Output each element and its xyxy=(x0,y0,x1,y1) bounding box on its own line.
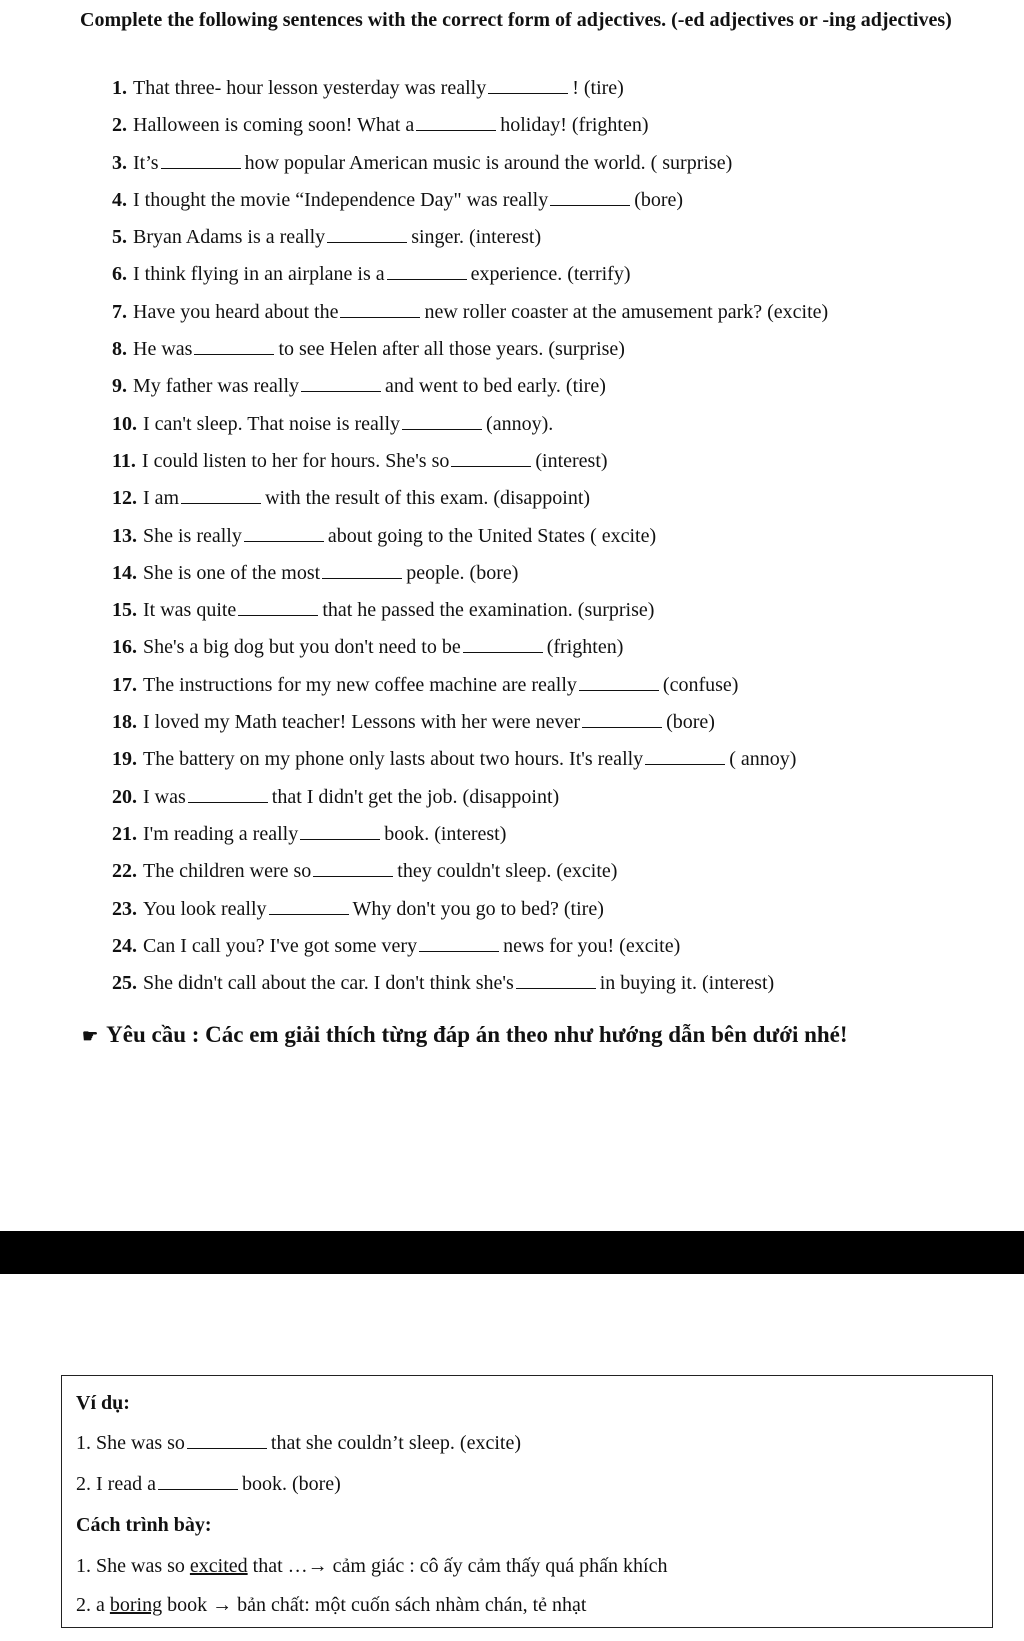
item-text-after: (confuse) xyxy=(662,673,739,696)
exercise-item xyxy=(112,969,992,1006)
item-text-before: The instructions for my new coffee machine are really xyxy=(143,673,577,696)
item-number: 7. xyxy=(112,300,127,323)
item-text-before: My father was really xyxy=(133,375,300,398)
example-heading: Ví dụ: xyxy=(76,1392,130,1414)
item-text-before: She is one of the most xyxy=(143,561,321,584)
item-text-after: (bore) xyxy=(634,188,684,211)
answer-blank xyxy=(550,187,630,206)
answer-blank xyxy=(313,858,393,877)
item-text-after: that I didn't get the job. (disappoint) xyxy=(271,785,560,808)
answer-blank xyxy=(579,672,659,691)
example-sentence-2: 2. I read a book. (bore) xyxy=(76,1473,341,1495)
exercise-item xyxy=(112,559,992,596)
item-text-before: I'm reading a really xyxy=(143,822,299,845)
format-answer-2: 2. a boring book → bản chất: một cuốn sách nhàm chán, tẻ nhạt xyxy=(76,1594,587,1616)
exercise-item xyxy=(112,745,992,782)
exercise-item xyxy=(112,74,992,111)
exercise-item xyxy=(112,111,992,148)
item-number: 15. xyxy=(112,599,137,622)
item-number: 5. xyxy=(112,226,127,249)
item-text-after: (interest) xyxy=(535,449,608,472)
redaction-bar xyxy=(0,1231,1024,1274)
answer-blank xyxy=(181,485,261,504)
item-text-before: Halloween is coming soon! What a xyxy=(133,114,415,137)
answer-blank xyxy=(300,821,380,840)
item-number: 13. xyxy=(112,524,137,547)
item-number: 4. xyxy=(112,188,127,211)
answer-blank xyxy=(327,224,407,243)
item-text-before: I think flying in an airplane is a xyxy=(133,263,385,286)
item-text-after: people. (bore) xyxy=(406,561,519,584)
answer-blank xyxy=(419,933,499,952)
answer-blank xyxy=(451,448,531,467)
item-number: 10. xyxy=(112,412,137,435)
item-text-after: ( annoy) xyxy=(729,748,797,771)
item-text-after: news for you! (excite) xyxy=(503,934,681,957)
item-text-before: She didn't call about the car. I don't think she's xyxy=(143,972,514,995)
item-text-before: Bryan Adams is a really xyxy=(133,226,326,249)
exercise-item xyxy=(112,522,992,559)
item-text-after: and went to bed early. (tire) xyxy=(385,375,606,398)
exercise-item xyxy=(112,372,992,409)
item-number: 23. xyxy=(112,897,137,920)
exercise-item xyxy=(112,447,992,484)
item-text-before: That three- hour lesson yesterday was really xyxy=(133,77,487,99)
answer-blank xyxy=(416,112,496,131)
exercise-item xyxy=(112,783,992,820)
answer-blank xyxy=(402,411,482,430)
answer-blank xyxy=(340,299,420,318)
answer-blank xyxy=(488,75,568,94)
answer-blank xyxy=(645,746,725,765)
item-number: 6. xyxy=(112,263,127,286)
item-text-after: (bore) xyxy=(666,711,715,734)
item-number: 17. xyxy=(112,673,137,696)
exercise-item xyxy=(112,149,992,186)
item-text-after: ! (tire) xyxy=(572,77,624,99)
item-text-after: they couldn't sleep. (excite) xyxy=(397,860,618,883)
item-text-before: She is really xyxy=(143,524,242,547)
item-text-after: with the result of this exam. (disappoint) xyxy=(265,487,591,510)
answer-blank xyxy=(269,896,349,915)
exercise-title: Complete the following sentences with the correct form of adjectives. (-ed adjectives or -ing adjectives) xyxy=(80,9,952,31)
exercise-item xyxy=(112,335,992,372)
item-text-after: (frighten) xyxy=(546,636,624,659)
item-text-before: I was xyxy=(143,785,186,808)
exercise-item xyxy=(112,932,992,969)
answer-blank xyxy=(463,634,543,653)
item-text-after: in buying it. (interest) xyxy=(599,972,775,995)
item-text-before: I am xyxy=(143,487,180,510)
item-text-before: She's a big dog but you don't need to be xyxy=(143,636,461,659)
item-text-after: how popular American music is around the world. ( surprise) xyxy=(244,151,733,174)
item-text-after: Why don't you go to bed? (tire) xyxy=(352,897,604,920)
pointing-hand-icon: ☛ xyxy=(82,1026,99,1046)
item-number: 25. xyxy=(112,972,137,995)
item-text-before: I loved my Math teacher! Lessons with her were never xyxy=(143,711,581,734)
item-number: 1. xyxy=(112,77,127,99)
item-text-before: I thought the movie “Independence Day" was really xyxy=(133,188,549,211)
answer-blank xyxy=(516,970,596,989)
item-text-after: book. (interest) xyxy=(384,822,507,845)
item-number: 11. xyxy=(112,449,136,472)
exercise-item xyxy=(112,708,992,745)
exercise-item xyxy=(112,857,992,894)
item-number: 3. xyxy=(112,151,127,174)
answer-blank xyxy=(301,373,381,392)
request-text: Yêu cầu : Các em giải thích từng đáp án theo như hướng dẫn bên dưới nhé! xyxy=(106,1022,848,1047)
example-box xyxy=(61,1375,993,1628)
item-text-before: I can't sleep. That noise is really xyxy=(143,412,401,435)
item-number: 21. xyxy=(112,822,137,845)
item-number: 8. xyxy=(112,338,127,361)
request-line xyxy=(82,1020,982,1051)
exercise-item xyxy=(112,633,992,670)
format-answer-1: 1. She was so excited that …→ cảm giác : cô ấy cảm thấy quá phấn khích xyxy=(76,1555,668,1577)
format-heading: Cách trình bày: xyxy=(76,1514,212,1536)
exercise-item xyxy=(112,298,992,335)
item-text-before: It’s xyxy=(133,151,159,174)
item-text-after: holiday! (frighten) xyxy=(500,114,649,137)
item-text-before: The children were so xyxy=(143,860,312,883)
item-number: 12. xyxy=(112,487,137,510)
item-number: 20. xyxy=(112,785,137,808)
item-number: 24. xyxy=(112,934,137,957)
item-number: 2. xyxy=(112,114,127,137)
item-text-after: (annoy). xyxy=(486,412,554,435)
item-text-after: experience. (terrify) xyxy=(470,263,631,286)
item-text-after: singer. (interest) xyxy=(411,226,542,249)
exercise-item xyxy=(112,671,992,708)
item-number: 14. xyxy=(112,561,137,584)
answer-blank xyxy=(187,1430,267,1449)
item-number: 9. xyxy=(112,375,127,398)
answer-blank xyxy=(322,560,402,579)
item-text-after: to see Helen after all those years. (surprise) xyxy=(278,338,625,361)
item-text-before: Have you heard about the xyxy=(133,300,339,323)
exercise-list xyxy=(112,74,992,1006)
exercise-item xyxy=(112,820,992,857)
answer-blank xyxy=(194,336,274,355)
example-sentence-1: 1. She was so that she couldn’t sleep. (excite) xyxy=(76,1432,521,1454)
exercise-item xyxy=(112,410,992,447)
exercise-item xyxy=(112,484,992,521)
item-text-after: new roller coaster at the amusement park? (excite) xyxy=(424,300,829,323)
item-text-before: I could listen to her for hours. She's so xyxy=(141,449,450,472)
item-number: 18. xyxy=(112,711,137,734)
exercise-item xyxy=(112,223,992,260)
answer-blank xyxy=(582,709,662,728)
item-text-after: about going to the United States ( excite) xyxy=(327,524,657,547)
answer-blank xyxy=(158,1471,238,1490)
answer-blank xyxy=(161,150,241,169)
answer-blank xyxy=(387,261,467,280)
item-text-before: Can I call you? I've got some very xyxy=(143,934,418,957)
item-text-after: that he passed the examination. (surprise) xyxy=(322,599,655,622)
exercise-item xyxy=(112,895,992,932)
answer-blank xyxy=(238,597,318,616)
item-number: 16. xyxy=(112,636,137,659)
exercise-item xyxy=(112,260,992,297)
item-text-before: It was quite xyxy=(143,599,237,622)
answer-blank xyxy=(188,784,268,803)
exercise-item xyxy=(112,186,992,223)
item-number: 22. xyxy=(112,860,137,883)
item-text-before: He was xyxy=(133,338,193,361)
item-number: 19. xyxy=(112,748,137,771)
item-text-before: You look really xyxy=(143,897,267,920)
answer-blank xyxy=(244,523,324,542)
exercise-item xyxy=(112,596,992,633)
item-text-before: The battery on my phone only lasts about two hours. It's really xyxy=(143,748,644,771)
